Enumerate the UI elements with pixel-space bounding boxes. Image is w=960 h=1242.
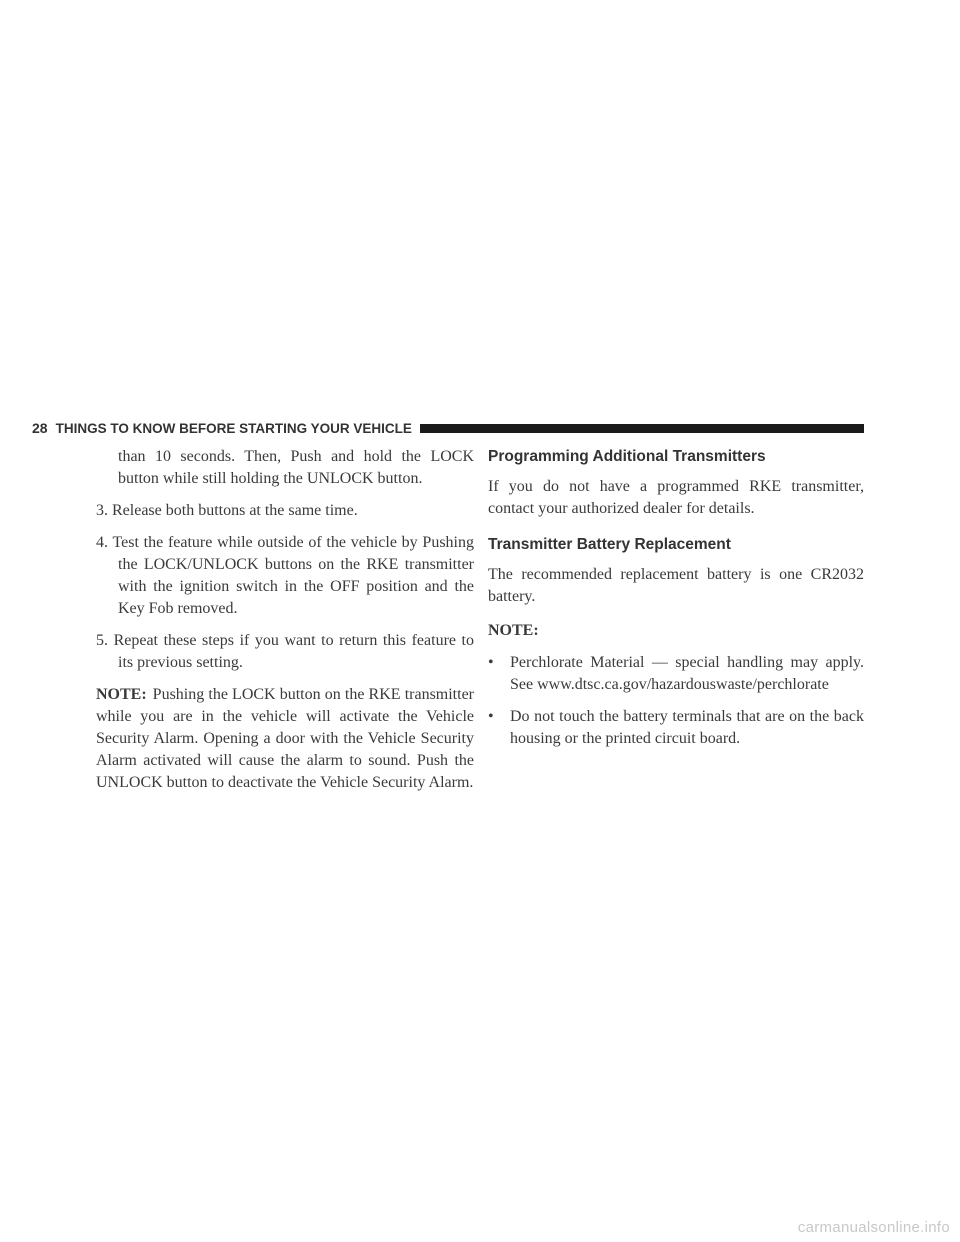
battery-paragraph: The recommended replacement battery is one CR2032 battery. bbox=[488, 566, 864, 605]
continuation-paragraph: than 10 seconds. Then, Push and hold the LOCK button while still holding the UNLOCK button. bbox=[118, 448, 474, 487]
bullet-text: Do not touch the battery terminals that are on the back housing or the printed circuit board. bbox=[510, 708, 864, 747]
bullet-icon: • bbox=[488, 654, 494, 671]
header-rule bbox=[420, 424, 864, 433]
note-paragraph bbox=[96, 684, 474, 794]
step-5 bbox=[96, 630, 474, 674]
step-number: 4. bbox=[96, 534, 108, 551]
left-column bbox=[96, 446, 474, 794]
section-title: THINGS TO KNOW BEFORE STARTING YOUR VEHICLE bbox=[55, 420, 412, 436]
bullet-icon: • bbox=[488, 708, 494, 725]
programming-paragraph: If you do not have a programmed RKE transmitter, contact your authorized dealer for details. bbox=[488, 478, 864, 517]
page-header bbox=[32, 418, 864, 438]
note-text: Pushing the LOCK button on the RKE transmitter while you are in the vehicle will activate the Vehicle Security Alarm. Opening a door with the Vehicle Security Alarm activated will cause the alarm to sound. Push the UNLOCK button to deactivate the Vehicle Security Alarm. bbox=[96, 686, 474, 791]
note-label: NOTE: bbox=[96, 686, 147, 703]
watermark: carmanualsonline.info bbox=[797, 1219, 950, 1236]
step-4 bbox=[96, 532, 474, 620]
right-column bbox=[488, 446, 864, 750]
heading-battery-replacement: Transmitter Battery Replacement bbox=[488, 536, 731, 553]
step-3 bbox=[96, 500, 474, 522]
heading-programming-transmitters: Programming Additional Transmitters bbox=[488, 448, 766, 465]
step-number: 3. bbox=[96, 502, 108, 519]
step-text: Release both buttons at the same time. bbox=[112, 502, 358, 519]
step-text: Repeat these steps if you want to return this feature to its previous setting. bbox=[113, 632, 475, 671]
bullet-item bbox=[488, 652, 864, 696]
step-number: 5. bbox=[96, 632, 108, 649]
page-number: 28 bbox=[32, 420, 48, 436]
step-text: Test the feature while outside of the vehicle by Pushing the LOCK/UNLOCK buttons on the RKE transmitter with the ignition switch in the OFF position and the Key Fob removed. bbox=[112, 534, 474, 617]
bullet-text: Perchlorate Material — special handling may apply. See www.dtsc.ca.gov/hazardouswaste/perchlorate bbox=[510, 654, 864, 693]
bullet-item bbox=[488, 706, 864, 750]
battery-note-label: NOTE: bbox=[488, 622, 539, 639]
